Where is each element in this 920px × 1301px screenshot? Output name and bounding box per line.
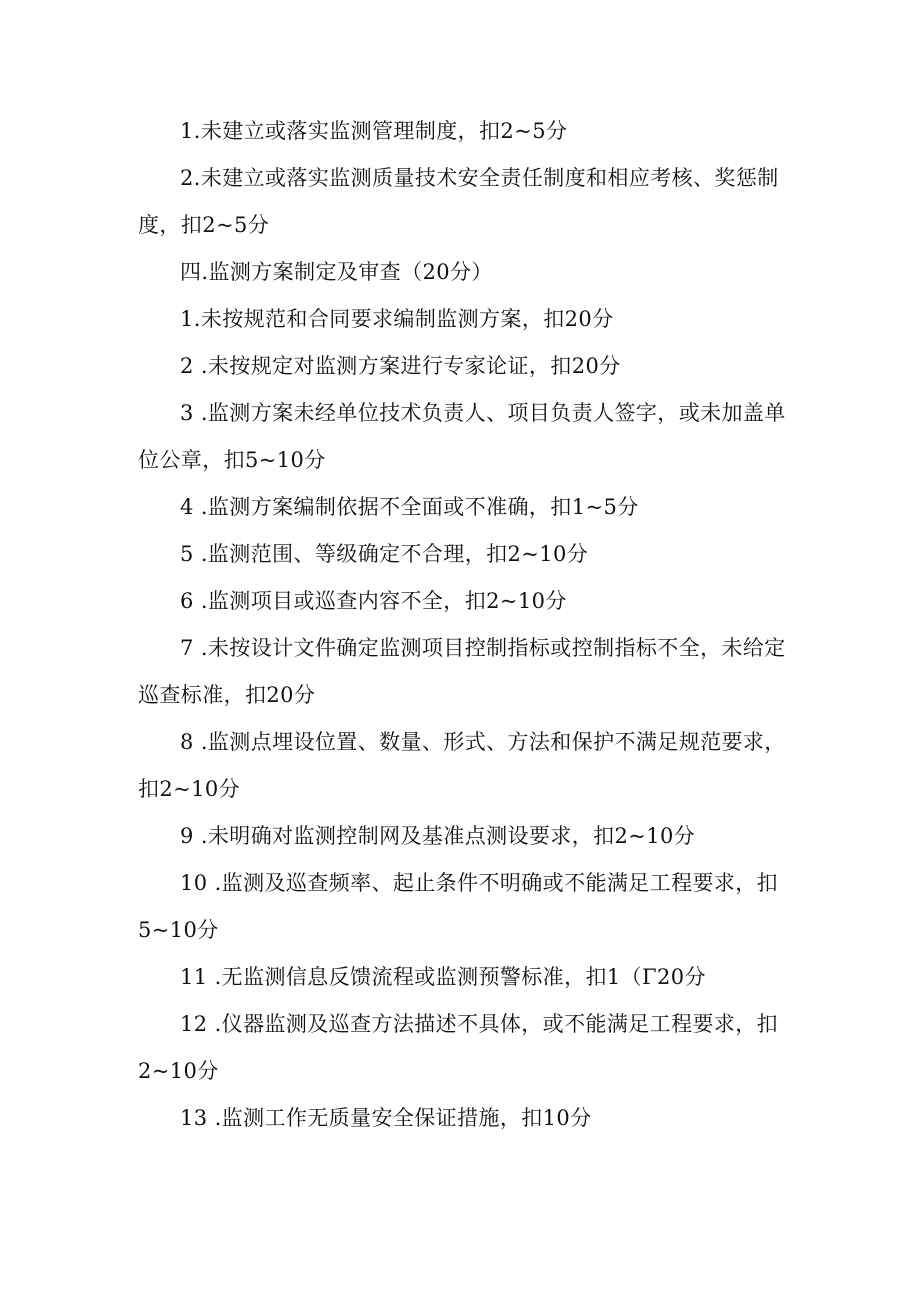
paragraph-9: 6 .监测项目或巡查内容不全，扣2~10分 — [180, 589, 567, 613]
paragraph-16: 13 .监测工作无质量安全保证措施，扣10分 — [180, 1106, 592, 1130]
paragraph-2: 2.未建立或落实监测质量技术安全责任制度和相应考核、奖惩制度，扣2~5分 — [138, 166, 779, 237]
paragraph-13: 10 .监测及巡查频率、起止条件不明确或不能满足工程要求，扣5~10分 — [138, 871, 779, 942]
paragraph-1: 1.未建立或落实监测管理制度，扣2~5分 — [180, 119, 568, 143]
paragraph-12: 9 .未明确对监测控制网及基准点测设要求，扣2~10分 — [180, 824, 696, 848]
paragraph-7: 4 .监测方案编制依据不全面或不准确，扣1~5分 — [180, 495, 639, 519]
paragraph-10: 7 .未按设计文件确定监测项目控制指标或控制指标不全，未给定巡查标准，扣20分 — [138, 636, 786, 707]
paragraph-6: 3 .监测方案未经单位技术负责人、项目负责人签字，或未加盖单位公章，扣5~10分 — [138, 401, 786, 472]
paragraph-5: 2 .未按规定对监测方案进行专家论证，扣20分 — [180, 354, 621, 378]
paragraph-14: 11 .无监测信息反馈流程或监测预警标准，扣1（Γ20分 — [180, 965, 706, 989]
section-heading-4: 四.监测方案制定及审查（20分） — [180, 260, 493, 284]
document-body — [138, 108, 788, 1142]
paragraph-8: 5 .监测范围、等级确定不合理，扣2~10分 — [180, 542, 589, 566]
paragraph-4: 1.未按规范和合同要求编制监测方案，扣20分 — [180, 307, 614, 331]
paragraph-11: 8 .监测点埋设位置、数量、形式、方法和保护不满足规范要求，扣2~10分 — [138, 730, 786, 801]
paragraph-15: 12 .仪器监测及巡查方法描述不具体，或不能满足工程要求，扣2~10分 — [138, 1012, 779, 1083]
